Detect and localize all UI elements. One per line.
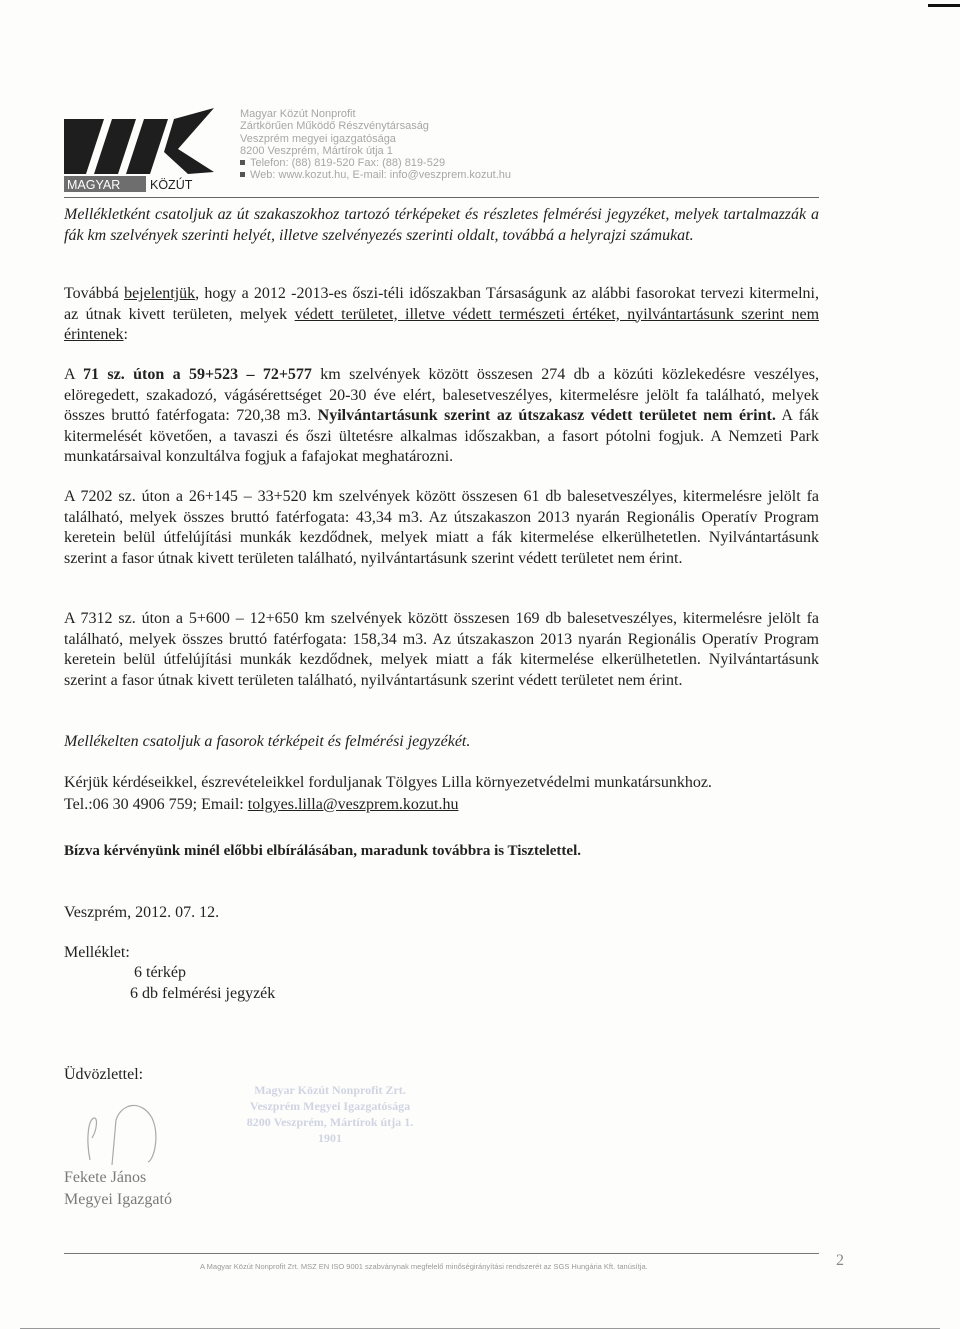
company-phone: Telefon: (88) 819-520 Fax: (88) 819-529: [240, 157, 511, 169]
closing-sentence: Bízva kérvényünk minél előbbi elbírálásában, maradunk továbbra is Tisztelettel.: [64, 843, 581, 859]
attachment-item: 6 térkép: [134, 964, 186, 981]
road-7312-paragraph: A 7312 sz. úton a 5+600 – 12+650 km szelvények között összesen 169 db balesetveszélyes, kitermelésre jelölt fa található, melyek összes bruttó fatérfogata: 158,34 m3. Az útszakaszon 2013 nyarán Regionális Operatív Program keretein belül útfelújítási munkák kezdődnek, melyek miatt a fák kitermelése elkerülhetetlen. Nyilvántartásunk szerint a fasor útnak kivett területen található, nyilvántartásunk szerint védett területet nem érint.: [64, 610, 819, 689]
bullet-icon: [240, 160, 245, 165]
attachment-note: Mellékelten csatoljuk a fasorok térképeit és felmérési jegyzékét.: [64, 733, 471, 750]
logo-text: MAGYAR: [67, 178, 121, 192]
company-web: Web: www.kozut.hu, E-mail: info@veszprem.kozut.hu: [240, 169, 511, 181]
road-7202-paragraph: A 7202 sz. úton a 26+145 – 33+520 km szelvények között összesen 61 db balesetveszélyes, kitermelésre jelölt fa található, melyek összes bruttó fatérfogata: 43,34 m3. Az útszakaszon 2013 nyarán Regionális Operatív Program keretein belül útfelújítási munkák kezdődnek, melyek miatt a fák kitermelése elkerülhetetlen. Nyilvántartásunk szerint a fasor útnak kivett területen található, nyilvántartásunk szerint védett területet nem érint.: [64, 488, 819, 567]
company-stamp: Magyar Közút Nonprofit Zrt. Veszprém Megyei Igazgatósága 8200 Veszprém, Mártírok útja 1. 1901: [246, 1083, 414, 1145]
bullet-icon: [240, 172, 245, 177]
contact-details: Tel.:06 30 4906 759; Email: tolgyes.lilla@veszprem.kozut.hu: [64, 796, 459, 813]
company-info: [240, 108, 511, 182]
footer-certification: A Magyar Közút Nonprofit Zrt. MSZ EN ISO 9001 szabványnak megfelelő minőségirányítási rendszerét az SGS Hungária Kft. tanúsítja.: [200, 1262, 648, 1271]
announcement-paragraph: Továbbá bejelentjük, hogy a 2012 -2013-es őszi-téli időszakban Társaságunk az alábbi fasorokat tervezi kitermelni, az útnak kivett területen, melyek védett területet, illetve védett természeti értéket, nyilvántartásunk szerint nem érintenek:: [64, 285, 820, 344]
company-line: 8200 Veszprém, Mártírok útja 1: [240, 144, 393, 157]
company-line: Veszprém megyei igazgatósága: [240, 132, 396, 145]
signatory-block: [64, 1167, 172, 1211]
handwritten-signature: [82, 1090, 172, 1170]
road-71-paragraph: A 71 sz. úton a 59+523 – 72+577 km szelvények között összesen 274 db a közúti közlekedésre veszélyes, elöregedett, szakadozó, vágásérettséget 20-30 éve elért, balesetveszélyes, kitermelésre jelölt fa található, melyek összes bruttó fatérfogata: 720,38 m3. Nyilvántartásunk szerint az útszakasz védett területet nem érint. A fák kitermelését követően, a tavaszi és őszi ültetésre alkalmas időszakban, a fasort pótolni fogjuk. A Nemzeti Park munkatársaival konzultálva fogjuk a fafajokat meghatározni.: [64, 366, 820, 466]
attachment-item: 6 db felmérési jegyzék: [130, 985, 276, 1002]
email-link[interactable]: tolgyes.lilla@veszprem.kozut.hu: [247, 796, 459, 813]
header-divider: [64, 197, 819, 198]
contact-request: Kérjük kérdéseikkel, észrevételeikkel forduljanak Tölgyes Lilla környezetvédelmi munkatársunkhoz.: [64, 774, 712, 791]
attachment-label: Melléklet:: [64, 944, 130, 961]
signatory-title: Megyei Igazgató: [64, 1191, 172, 1208]
greeting: Üdvözlettel:: [64, 1066, 144, 1083]
intro-paragraph: Mellékletként csatoljuk az út szakaszokhoz tartozó térképeket és részletes felmérési jegyzéket, melyek tartalmazzák a fák km szelvények szerinti helyét, illetve szelvényezés szerinti oldalt, továbbá a helyrajzi számukat.: [64, 206, 819, 244]
scan-corner-mark: [928, 4, 960, 7]
date-line: Veszprém, 2012. 07. 12.: [64, 904, 220, 921]
signatory-name: Fekete János: [64, 1169, 147, 1186]
company-line: Magyar Közút Nonprofit: [240, 108, 356, 120]
page-number: 2: [836, 1252, 844, 1269]
svg-text:KÖZÚT: KÖZÚT: [150, 178, 193, 192]
magyar-kozut-logo: [64, 104, 232, 194]
footer-divider: [64, 1253, 819, 1254]
company-line: Zártkörűen Működő Részvénytársaság: [240, 120, 429, 133]
